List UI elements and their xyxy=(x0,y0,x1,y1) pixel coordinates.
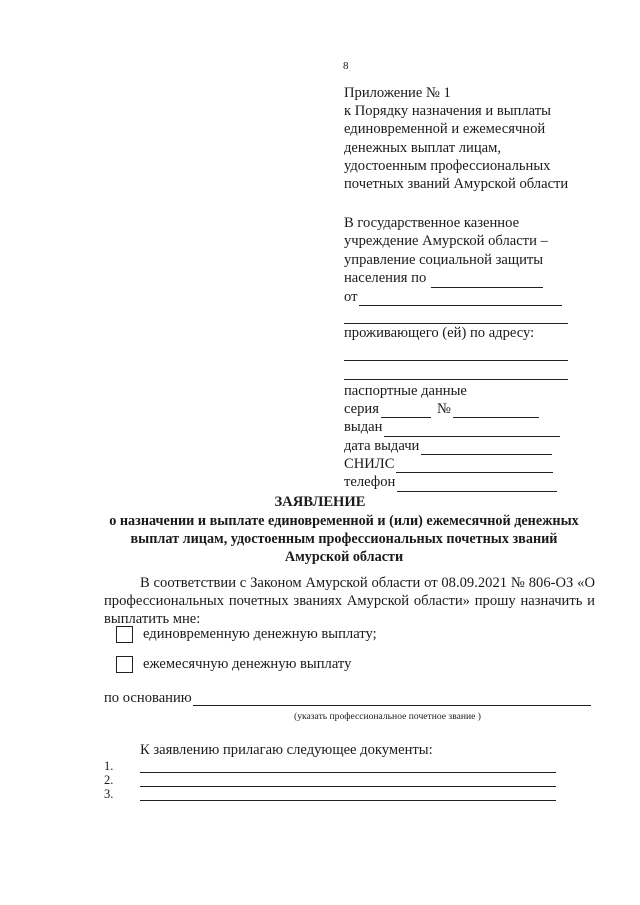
appendix-line: единовременной и ежемесячной xyxy=(344,121,546,138)
series-label: серия xyxy=(344,400,379,417)
basis-hint: (указать профессиональное почетное звание ) xyxy=(294,711,481,722)
from-label: от xyxy=(344,288,358,305)
addressee-line: В государственное казенное xyxy=(344,214,520,231)
monthly-payment-label: ежемесячную денежную выплату xyxy=(143,656,352,672)
document-field-3[interactable] xyxy=(140,799,556,801)
phone-field[interactable] xyxy=(397,478,557,492)
basis-label: по основанию xyxy=(104,690,192,706)
document-field-1[interactable] xyxy=(140,771,556,773)
address-label: проживающего (ей) по адресу: xyxy=(344,325,535,342)
appendix-line: удостоенным профессиональных xyxy=(344,157,551,174)
issued-label: выдан xyxy=(344,419,383,436)
issue-date-field[interactable] xyxy=(421,441,552,455)
document-number: 1. xyxy=(104,759,114,773)
monthly-payment-checkbox[interactable] xyxy=(116,656,133,673)
passport-series-field[interactable] xyxy=(381,404,431,418)
phone-label: телефон xyxy=(344,474,396,491)
snils-label: СНИЛС xyxy=(344,456,395,473)
document-field-2[interactable] xyxy=(140,785,556,787)
application-body: В соответствии с Законом Амурской области от 08.09.2021 № 806-ОЗ «О профессиональных почетных званиях Амурской области» прошу назначить и выплатить мне: xyxy=(104,575,595,627)
from-name-field[interactable] xyxy=(359,292,562,306)
department-field[interactable] xyxy=(431,274,543,288)
document-number: 3. xyxy=(104,787,114,801)
snils-field[interactable] xyxy=(396,459,553,473)
address-field-2[interactable] xyxy=(344,365,568,380)
document-title: ЗАЯВЛЕНИЕ xyxy=(274,494,366,510)
documents-intro: К заявлению прилагаю следующее документы: xyxy=(140,742,433,758)
basis-field[interactable] xyxy=(193,704,591,706)
one-time-payment-checkbox[interactable] xyxy=(116,626,133,643)
appendix-block xyxy=(344,84,568,193)
passport-number-field[interactable] xyxy=(453,404,539,418)
addressee-line: управление социальной защиты xyxy=(344,251,544,268)
passport-label: паспортные данные xyxy=(344,382,467,399)
appendix-line: почетных званий Амурской области xyxy=(344,176,569,193)
addressee-block xyxy=(344,214,574,492)
one-time-payment-label: единовременную денежную выплату; xyxy=(143,626,377,642)
appendix-line: к Порядку назначения и выплаты xyxy=(344,103,551,120)
appendix-line: Приложение № 1 xyxy=(344,85,451,101)
address-field-1[interactable] xyxy=(344,346,568,361)
page-number: 8 xyxy=(343,60,349,72)
issued-by-field[interactable] xyxy=(384,423,560,437)
addressee-line: учреждение Амурской области – xyxy=(344,233,548,250)
issue-date-label: дата выдачи xyxy=(344,437,420,454)
from-name-field-2[interactable] xyxy=(344,309,568,324)
document-number: 2. xyxy=(104,773,114,787)
appendix-line: денежных выплат лицам, xyxy=(344,139,502,156)
department-label: населения по xyxy=(344,270,427,287)
number-label: № xyxy=(436,400,451,417)
document-subtitle: о назначении и выплате единовременной и (или) ежемесячной денежных выплат лицам, удостоенным профессиональных почетных званий Амурской области xyxy=(109,513,579,566)
